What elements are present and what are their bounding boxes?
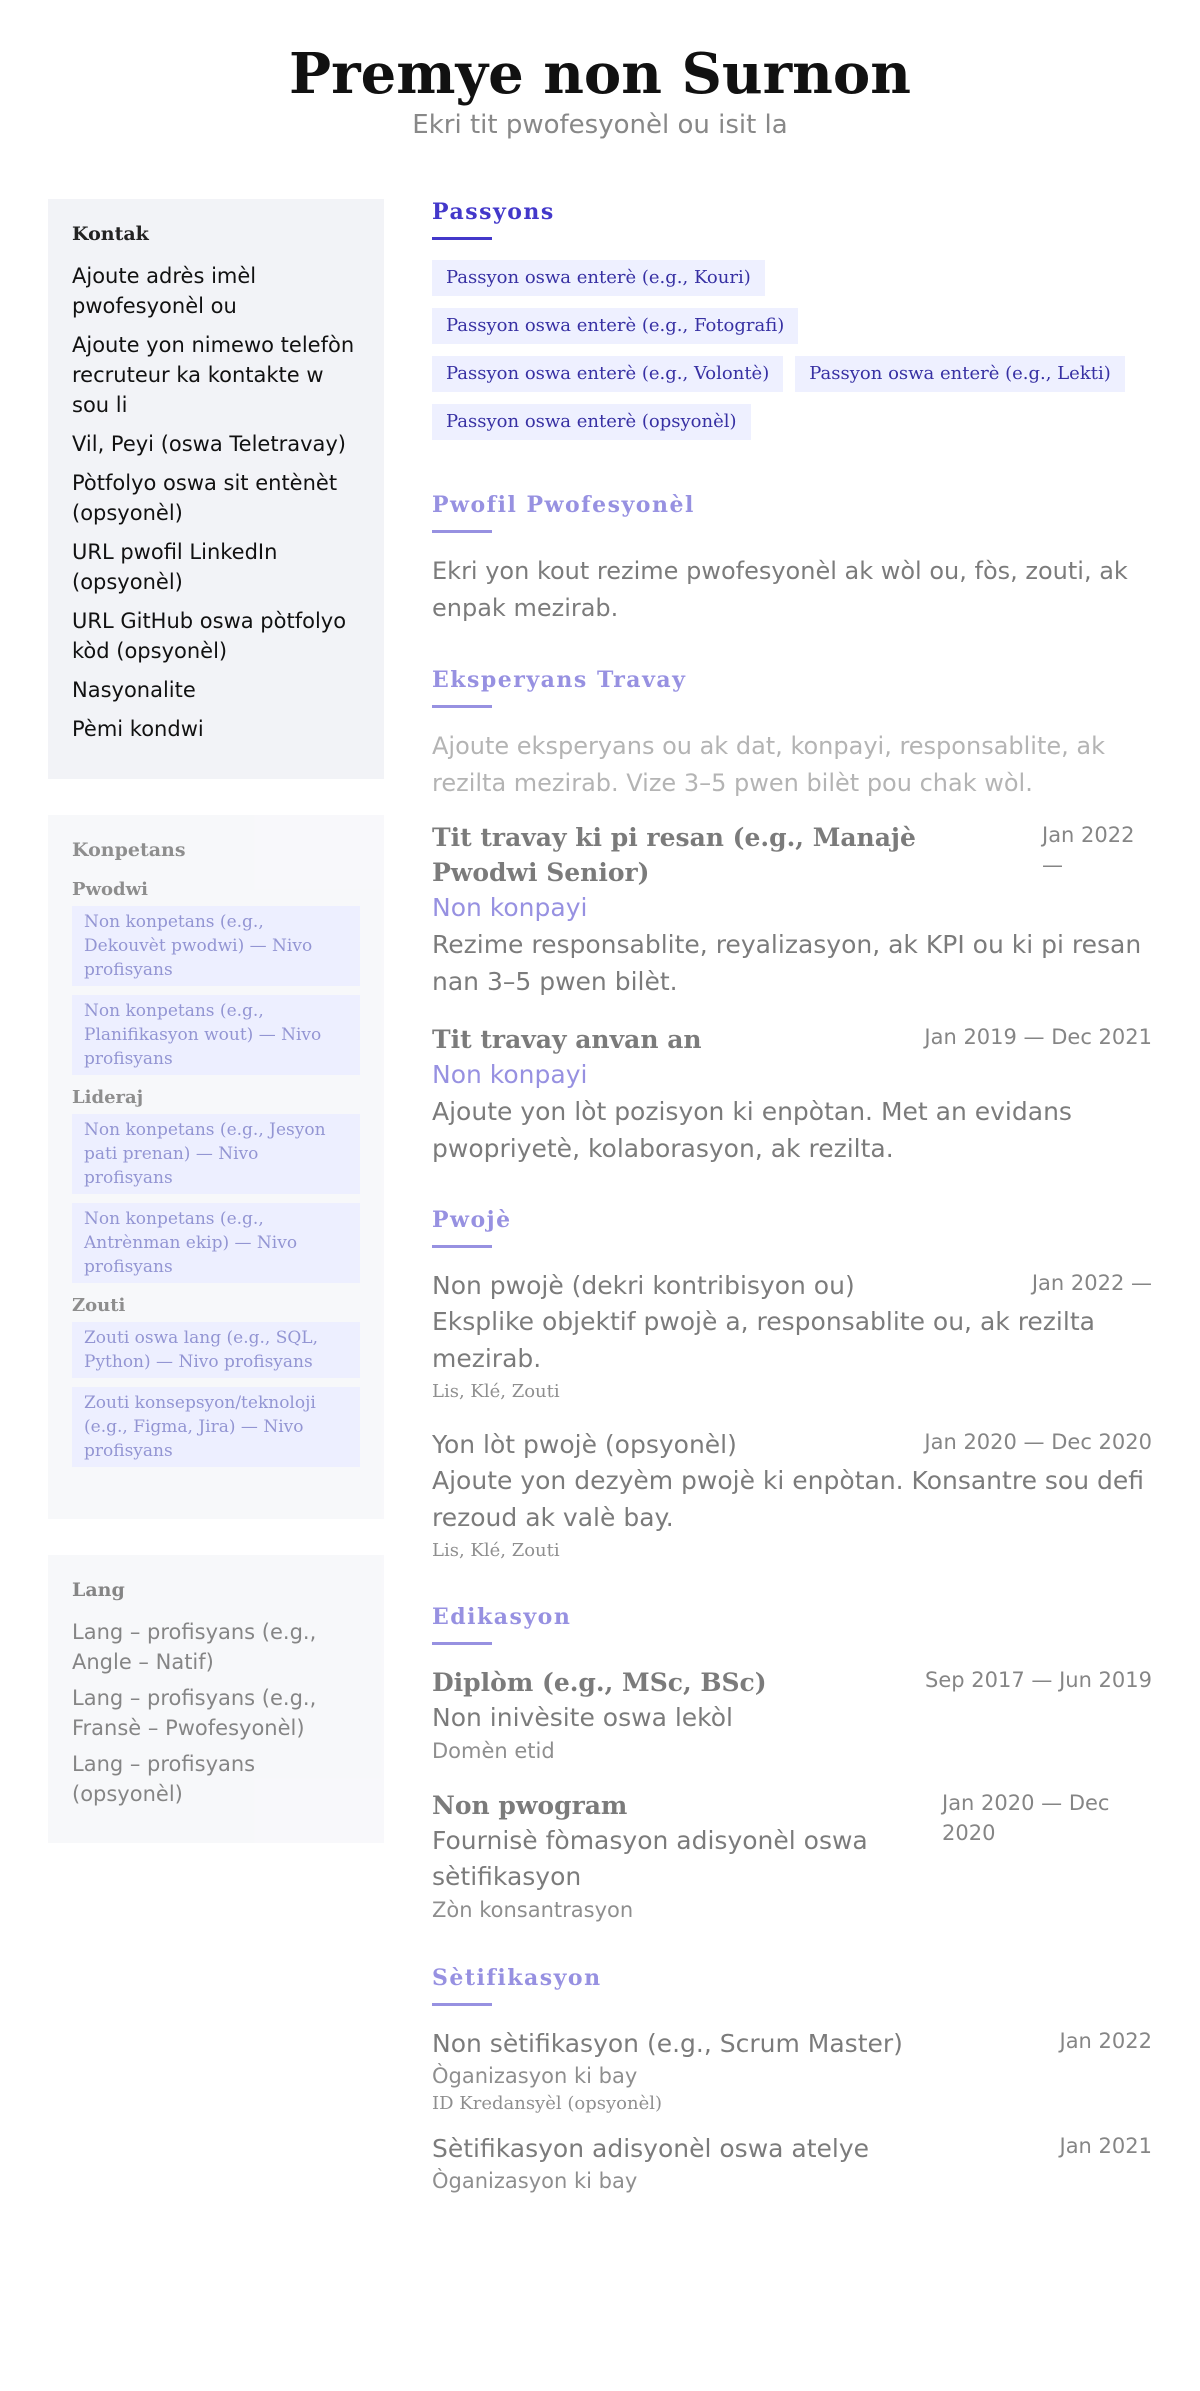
certification-date: Jan 2021 bbox=[1059, 2134, 1152, 2158]
certification-entry bbox=[432, 2026, 1152, 2117]
contact-driving-license: Pèmi kondwi bbox=[72, 717, 204, 741]
section-divider bbox=[432, 237, 492, 240]
skill-chip: Non konpetans (e.g., Jesyon pati prenan) — Nivo profisyans bbox=[72, 1114, 360, 1194]
passion-tag: Passyon oswa enterè (e.g., Lekti) bbox=[795, 356, 1124, 392]
skill-group-title: Zouti bbox=[72, 1295, 126, 1316]
education-section bbox=[432, 1604, 1152, 1925]
skill-chip: Zouti oswa lang (e.g., SQL, Python) — Nivo profisyans bbox=[72, 1322, 360, 1378]
passion-tag: Passyon oswa enterè (e.g., Volontè) bbox=[432, 356, 783, 392]
passion-tags bbox=[432, 260, 1152, 452]
project-description: Eksplike objektif pwojè a, responsablite ou, ak rezilta mezirab. bbox=[432, 1307, 1095, 1373]
credential-id: ID Kredansyèl (opsyonèl) bbox=[432, 2093, 663, 2114]
project-dates: Jan 2022 — bbox=[1031, 1271, 1152, 1295]
contact-panel bbox=[48, 199, 384, 779]
project-tech: Lis, Klé, Zouti bbox=[432, 1540, 560, 1561]
contact-linkedin: URL pwofil LinkedIn (opsyonèl) bbox=[72, 540, 278, 594]
section-title: Sètifikasyon bbox=[432, 1965, 602, 1991]
experience-entry bbox=[432, 1022, 1152, 1167]
education-dates: Sep 2017 — Jun 2019 bbox=[925, 1668, 1152, 1692]
languages-panel bbox=[48, 1555, 384, 1843]
skill-group-title: Lideraj bbox=[72, 1087, 144, 1108]
provider-name: Fournisè fòmasyon adisyonèl oswa sètifikasyon bbox=[432, 1826, 868, 1891]
skill-chip: Zouti konsepsyon/teknoloji (e.g., Figma, Jira) — Nivo profisyans bbox=[72, 1387, 360, 1467]
experience-entry bbox=[432, 820, 1152, 1000]
contact-nationality: Nasyonalite bbox=[72, 678, 196, 702]
language-item: Lang – profisyans (e.g., Fransè – Pwofesyonèl) bbox=[72, 1686, 317, 1740]
skills-title: Konpetans bbox=[72, 839, 186, 861]
project-title: Yon lòt pwojè (opsyonèl) bbox=[432, 1430, 737, 1459]
issuing-organization: Òganizasyon ki bay bbox=[432, 2169, 638, 2193]
resume-header bbox=[0, 40, 1200, 140]
project-entry bbox=[432, 1268, 1152, 1405]
project-tech: Lis, Klé, Zouti bbox=[432, 1381, 560, 1402]
degree-title: Diplòm (e.g., MSc, BSc) bbox=[432, 1668, 767, 1697]
skill-group-product bbox=[72, 879, 360, 1075]
section-title: Pwojè bbox=[432, 1207, 512, 1233]
section-divider bbox=[432, 705, 492, 708]
issuing-organization: Òganizasyon ki bay bbox=[432, 2064, 638, 2088]
languages-title: Lang bbox=[72, 1579, 125, 1601]
passion-tag: Passyon oswa enterè (e.g., Kouri) bbox=[432, 260, 765, 296]
passions-section bbox=[432, 199, 1152, 452]
contact-email: Ajoute adrès imèl pwofesyonèl ou bbox=[72, 264, 257, 318]
education-entry bbox=[432, 1788, 1152, 1925]
section-title: Pwofil Pwofesyonèl bbox=[432, 492, 695, 518]
job-dates: Jan 2019 — Dec 2021 bbox=[924, 1025, 1152, 1049]
language-item: Lang – profisyans (opsyonèl) bbox=[72, 1752, 256, 1806]
section-title: Edikasyon bbox=[432, 1604, 572, 1630]
project-entry bbox=[432, 1427, 1152, 1564]
contact-portfolio: Pòtfolyo oswa sit entènèt (opsyonèl) bbox=[72, 471, 338, 525]
passion-tag: Passyon oswa enterè (opsyonèl) bbox=[432, 404, 751, 440]
profile-section bbox=[432, 492, 1152, 627]
section-divider bbox=[432, 1245, 492, 1248]
section-title: Eksperyans Travay bbox=[432, 667, 687, 693]
company-name: Non konpayi bbox=[432, 893, 588, 922]
professional-title: Ekri tit pwofesyonèl ou isit la bbox=[412, 110, 788, 140]
skill-chip: Non konpetans (e.g., Antrènman ekip) — Nivo profisyans bbox=[72, 1203, 360, 1283]
section-title: Passyons bbox=[432, 199, 555, 225]
main-content bbox=[432, 199, 1152, 2236]
section-divider bbox=[432, 1642, 492, 1645]
skill-chip: Non konpetans (e.g., Planifikasyon wout) — Nivo profisyans bbox=[72, 995, 360, 1075]
skill-group-title: Pwodwi bbox=[72, 879, 148, 900]
certification-title: Non sètifikasyon (e.g., Scrum Master) bbox=[432, 2029, 903, 2058]
skill-group-tools bbox=[72, 1295, 360, 1467]
projects-section bbox=[432, 1207, 1152, 1564]
section-divider bbox=[432, 530, 492, 533]
sidebar bbox=[48, 199, 384, 1879]
education-dates: Jan 2020 — Dec 2020 bbox=[942, 1791, 1110, 1845]
experience-section bbox=[432, 667, 1152, 1167]
project-title: Non pwojè (dekri kontribisyon ou) bbox=[432, 1271, 855, 1300]
education-entry bbox=[432, 1665, 1152, 1766]
certification-date: Jan 2022 bbox=[1059, 2029, 1152, 2053]
person-name: Premye non Surnon bbox=[289, 41, 911, 107]
contact-phone: Ajoute yon nimewo telefòn recruteur ka kontakte w sou li bbox=[72, 333, 355, 417]
passion-tag: Passyon oswa enterè (e.g., Fotografi) bbox=[432, 308, 798, 344]
certifications-section bbox=[432, 1965, 1152, 2196]
section-divider bbox=[432, 2003, 492, 2006]
job-dates: Jan 2022 — bbox=[1042, 823, 1135, 877]
job-title: Tit travay anvan an bbox=[432, 1025, 702, 1054]
job-title: Tit travay ki pi resan (e.g., Manajè Pwodwi Senior) bbox=[432, 823, 916, 887]
skill-group-leadership bbox=[72, 1087, 360, 1283]
contact-title: Kontak bbox=[72, 223, 149, 245]
project-dates: Jan 2020 — Dec 2020 bbox=[924, 1430, 1152, 1454]
project-description: Ajoute yon dezyèm pwojè ki enpòtan. Konsantre sou defi rezoud ak valè bay. bbox=[432, 1466, 1144, 1532]
job-description: Ajoute yon lòt pozisyon ki enpòtan. Met an evidans pwopriyetè, kolaborasyon, ak rezilta. bbox=[432, 1097, 1072, 1163]
skills-panel bbox=[48, 815, 384, 1519]
language-item: Lang – profisyans (e.g., Angle – Natif) bbox=[72, 1620, 317, 1674]
experience-hint: Ajoute eksperyans ou ak dat, konpayi, responsablite, ak rezilta mezirab. Vize 3–5 pwen bilèt pou chak wòl. bbox=[432, 732, 1106, 797]
contact-github: URL GitHub oswa pòtfolyo kòd (opsyonèl) bbox=[72, 609, 347, 663]
company-name: Non konpayi bbox=[432, 1060, 588, 1089]
certification-entry bbox=[432, 2131, 1152, 2196]
contact-location: Vil, Peyi (oswa Teletravay) bbox=[72, 432, 346, 456]
field-of-study: Domèn etid bbox=[432, 1739, 555, 1763]
certification-title: Sètifikasyon adisyonèl oswa atelye bbox=[432, 2134, 870, 2163]
focus-area: Zòn konsantrasyon bbox=[432, 1898, 634, 1922]
skill-chip: Non konpetans (e.g., Dekouvèt pwodwi) — Nivo profisyans bbox=[72, 906, 360, 986]
job-description: Rezime responsablite, reyalizasyon, ak KPI ou ki pi resan nan 3–5 pwen bilèt. bbox=[432, 930, 1142, 996]
profile-summary: Ekri yon kout rezime pwofesyonèl ak wòl ou, fòs, zouti, ak enpak mezirab. bbox=[432, 557, 1128, 622]
program-title: Non pwogram bbox=[432, 1791, 628, 1820]
school-name: Non inivèsite oswa lekòl bbox=[432, 1703, 733, 1732]
